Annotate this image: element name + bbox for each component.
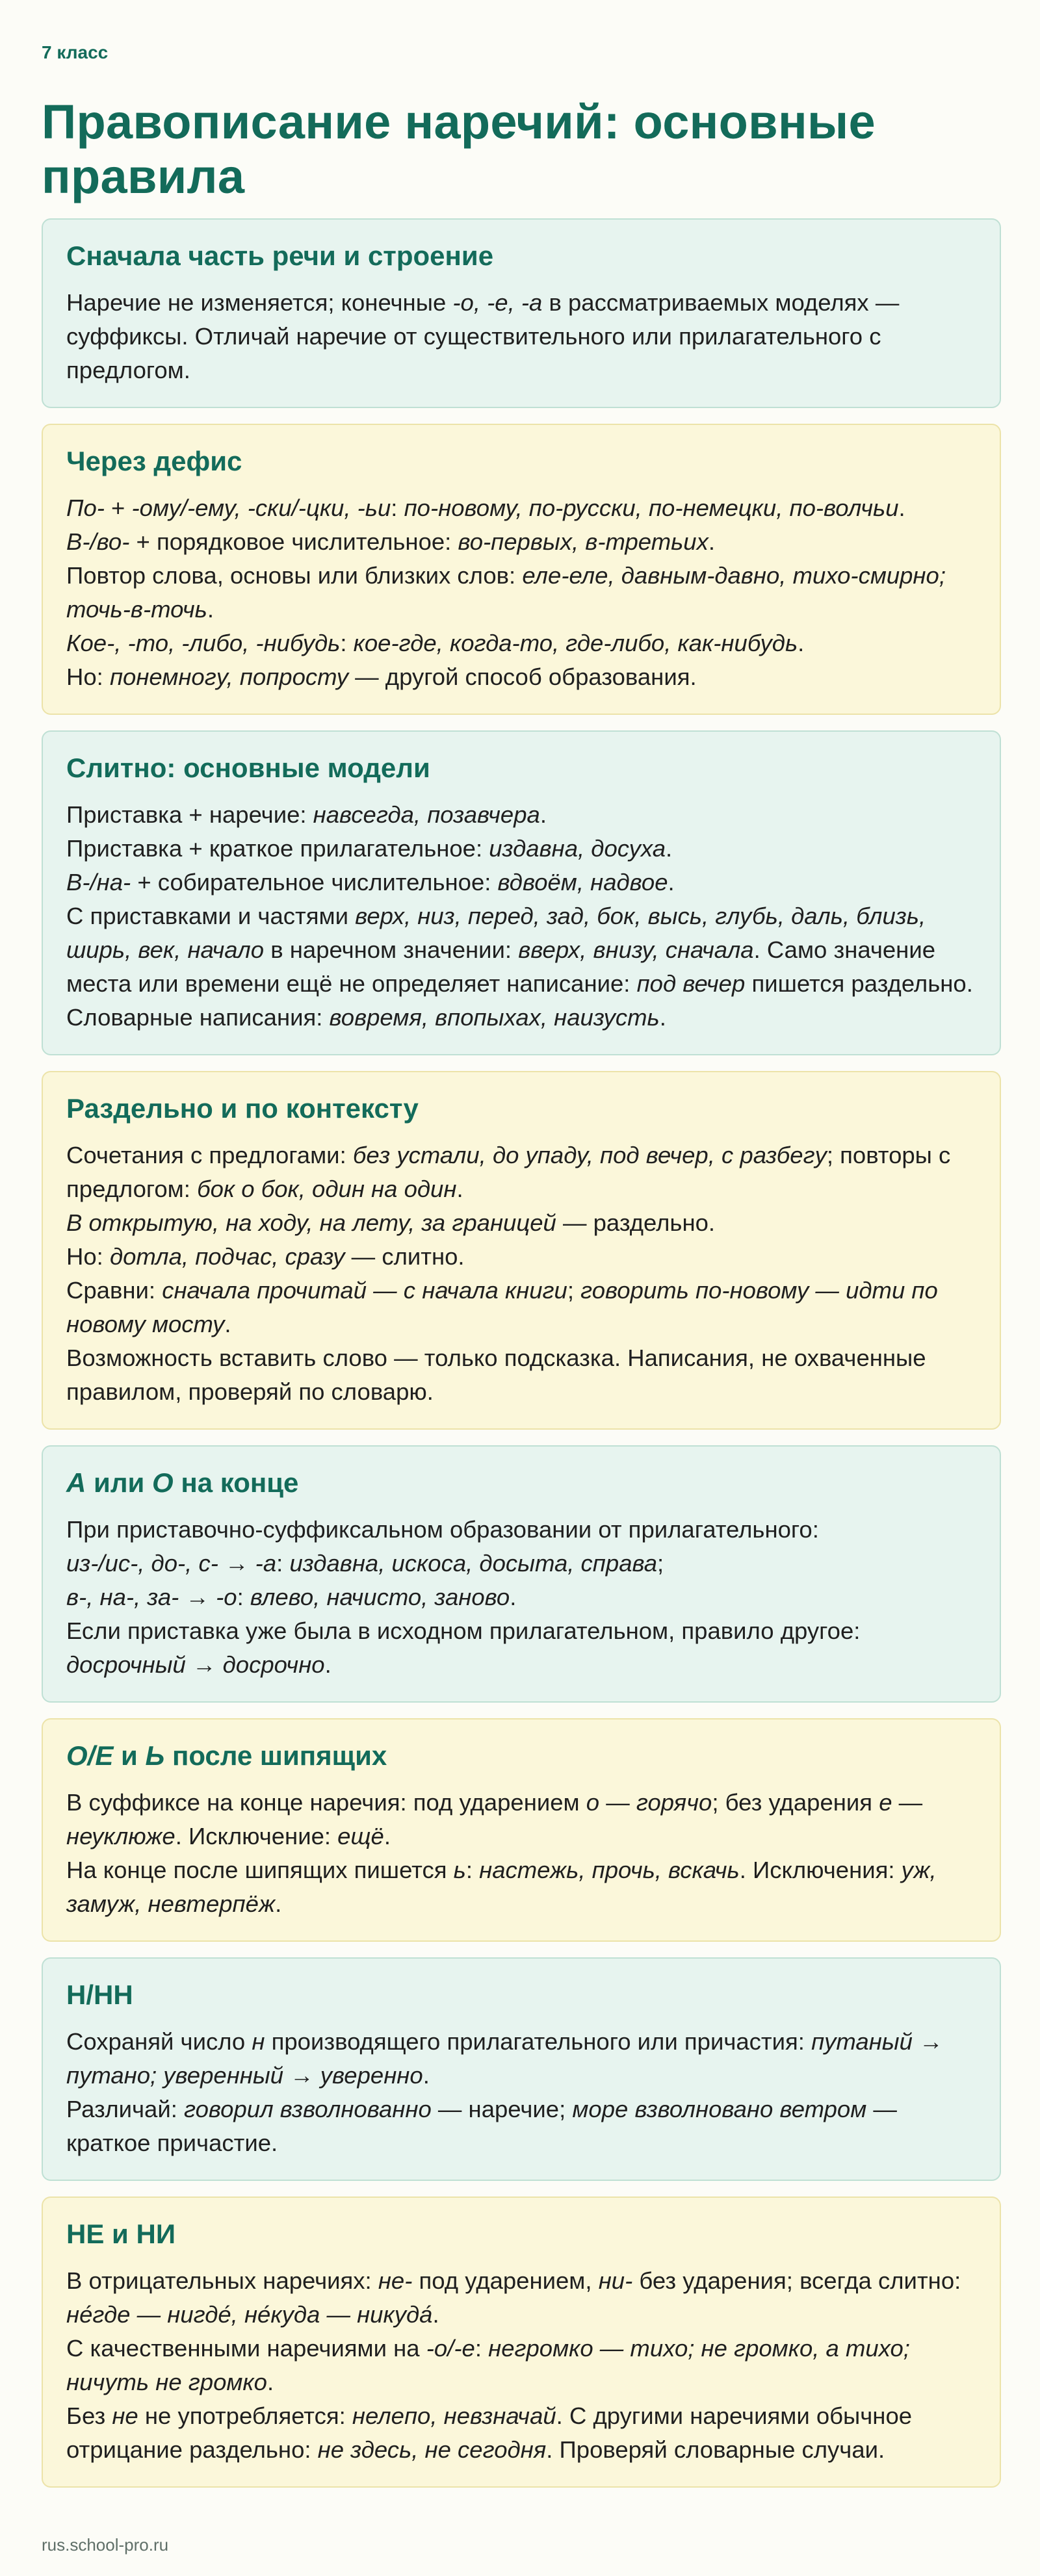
card-line: из-/ис-, до-, с- → -а: издавна, искоса, досыта, справа; (66, 1550, 664, 1577)
card-line: Кое-, -то, -либо, -нибудь: кое-где, когда-то, где-либо, как-нибудь. (66, 630, 805, 656)
card-hyphen (42, 424, 1001, 715)
card-line: Сравни: сначала прочитай — с начала книги; говорить по-новому — идти по новому мосту. (66, 1277, 938, 1337)
card-heading: О/Е и Ь после шипящих (66, 1740, 387, 1771)
page-content (42, 42, 1001, 2503)
card-heading: Раздельно и по контексту (66, 1093, 419, 1124)
card-line: Повтор слова, основы или близких слов: еле-еле, давным-давно, тихо-смирно; точь-в-точь. (66, 562, 946, 623)
card-line: Словарные написания: вовремя, впопыхах, наизусть. (66, 1004, 666, 1031)
card-line: По- + -ому/-ему, -ски/-цки, -ьи: по-новому, по-русски, по-немецки, по-волчьи. (66, 495, 905, 521)
card-heading: Сначала часть речи и строение (66, 240, 494, 271)
card-heading: Н/НН (66, 1979, 133, 2010)
card-line: Сохраняй число н производящего прилагательного или причастия: путаный → путано; уверенный → уверенно. (66, 2028, 943, 2089)
card-heading: А или О на конце (66, 1467, 299, 1498)
card-solid (42, 730, 1001, 1055)
card-line: При приставочно-суффиксальном образовании от прилагательного: (66, 1516, 819, 1543)
card-line: Но: понемногу, попросту — другой способ образования. (66, 663, 697, 690)
card-part-of-speech (42, 218, 1001, 408)
card-line: В-/во- + порядковое числительное: во-первых, в-третьих. (66, 528, 715, 555)
card-line: В-/на- + собирательное числительное: вдвоём, надвое. (66, 869, 675, 895)
card-n-nn (42, 1957, 1001, 2181)
card-heading: НЕ и НИ (66, 2219, 176, 2249)
card-ne-ni (42, 2196, 1001, 2488)
card-heading: Через дефис (66, 446, 242, 476)
card-line: Приставка + краткое прилагательное: издавна, досуха. (66, 835, 673, 862)
card-separate (42, 1071, 1001, 1430)
card-line: С качественными наречиями на -о/-е: негромко — тихо; не громко, а тихо; ничуть не громко. (66, 2335, 910, 2395)
card-line: Приставка + наречие: навсегда, позавчера. (66, 801, 547, 828)
card-heading: Слитно: основные модели (66, 753, 430, 783)
card-line: Но: дотла, подчас, сразу — слитно. (66, 1243, 465, 1270)
card-line: Различай: говорил взволнованно — наречие; море взволновано ветром — краткое причастие. (66, 2096, 897, 2156)
card-line: Возможность вставить слово — только подсказка. Написания, не охваченные правилом, проверяй по словарю. (66, 1345, 926, 1405)
card-line: В открытую, на ходу, на лету, за границей — раздельно. (66, 1209, 716, 1236)
card-line: Сочетания с предлогами: без устали, до упаду, под вечер, с разбегу; повторы с предлогом: бок о бок, один на один. (66, 1142, 951, 1202)
card-o-e-soft-sign (42, 1718, 1001, 1942)
card-line: в-, на-, за- → -о: влево, начисто, заново. (66, 1584, 517, 1610)
card-line: В отрицательных наречиях: не- под ударением, ни- без ударения; всегда слитно: не́где — нигде́, не́куда — никуда́. (66, 2267, 961, 2328)
grade-label: 7 класс (42, 42, 109, 62)
card-line: Без не не употребляется: нелепо, невзначай. С другими наречиями обычное отрицание раздельно: не здесь, не сегодня. Проверяй словарные случаи. (66, 2402, 913, 2463)
card-a-or-o (42, 1445, 1001, 1703)
card-line: С приставками и частями верх, низ, перед, зад, бок, высь, глубь, даль, близь, ширь, век, начало в наречном значении: вверх, внизу, сначала. Само значение места или времени ещё не определяет написание: под вечер пишется раздельно. (66, 903, 973, 997)
card-line: В суффиксе на конце наречия: под ударением о — горячо; без ударения е — неуклюже. Исключение: ещё. (66, 1789, 923, 1849)
page-title: Правописание наречий: основные правила (42, 95, 876, 203)
card-line: Наречие не изменяется; конечные -о, -е, -а в рассматриваемых моделях — суффиксы. Отличай наречие от существительного или прилагательного с предлогом. (66, 289, 900, 383)
card-line: Если приставка уже была в исходном прилагательном, правило другое: досрочный → досрочно. (66, 1617, 861, 1678)
card-line: На конце после шипящих пишется ь: настежь, прочь, вскачь. Исключения: уж, замуж, невтерпёж. (66, 1857, 937, 1917)
footer-site: rus.school-pro.ru (42, 2535, 169, 2555)
